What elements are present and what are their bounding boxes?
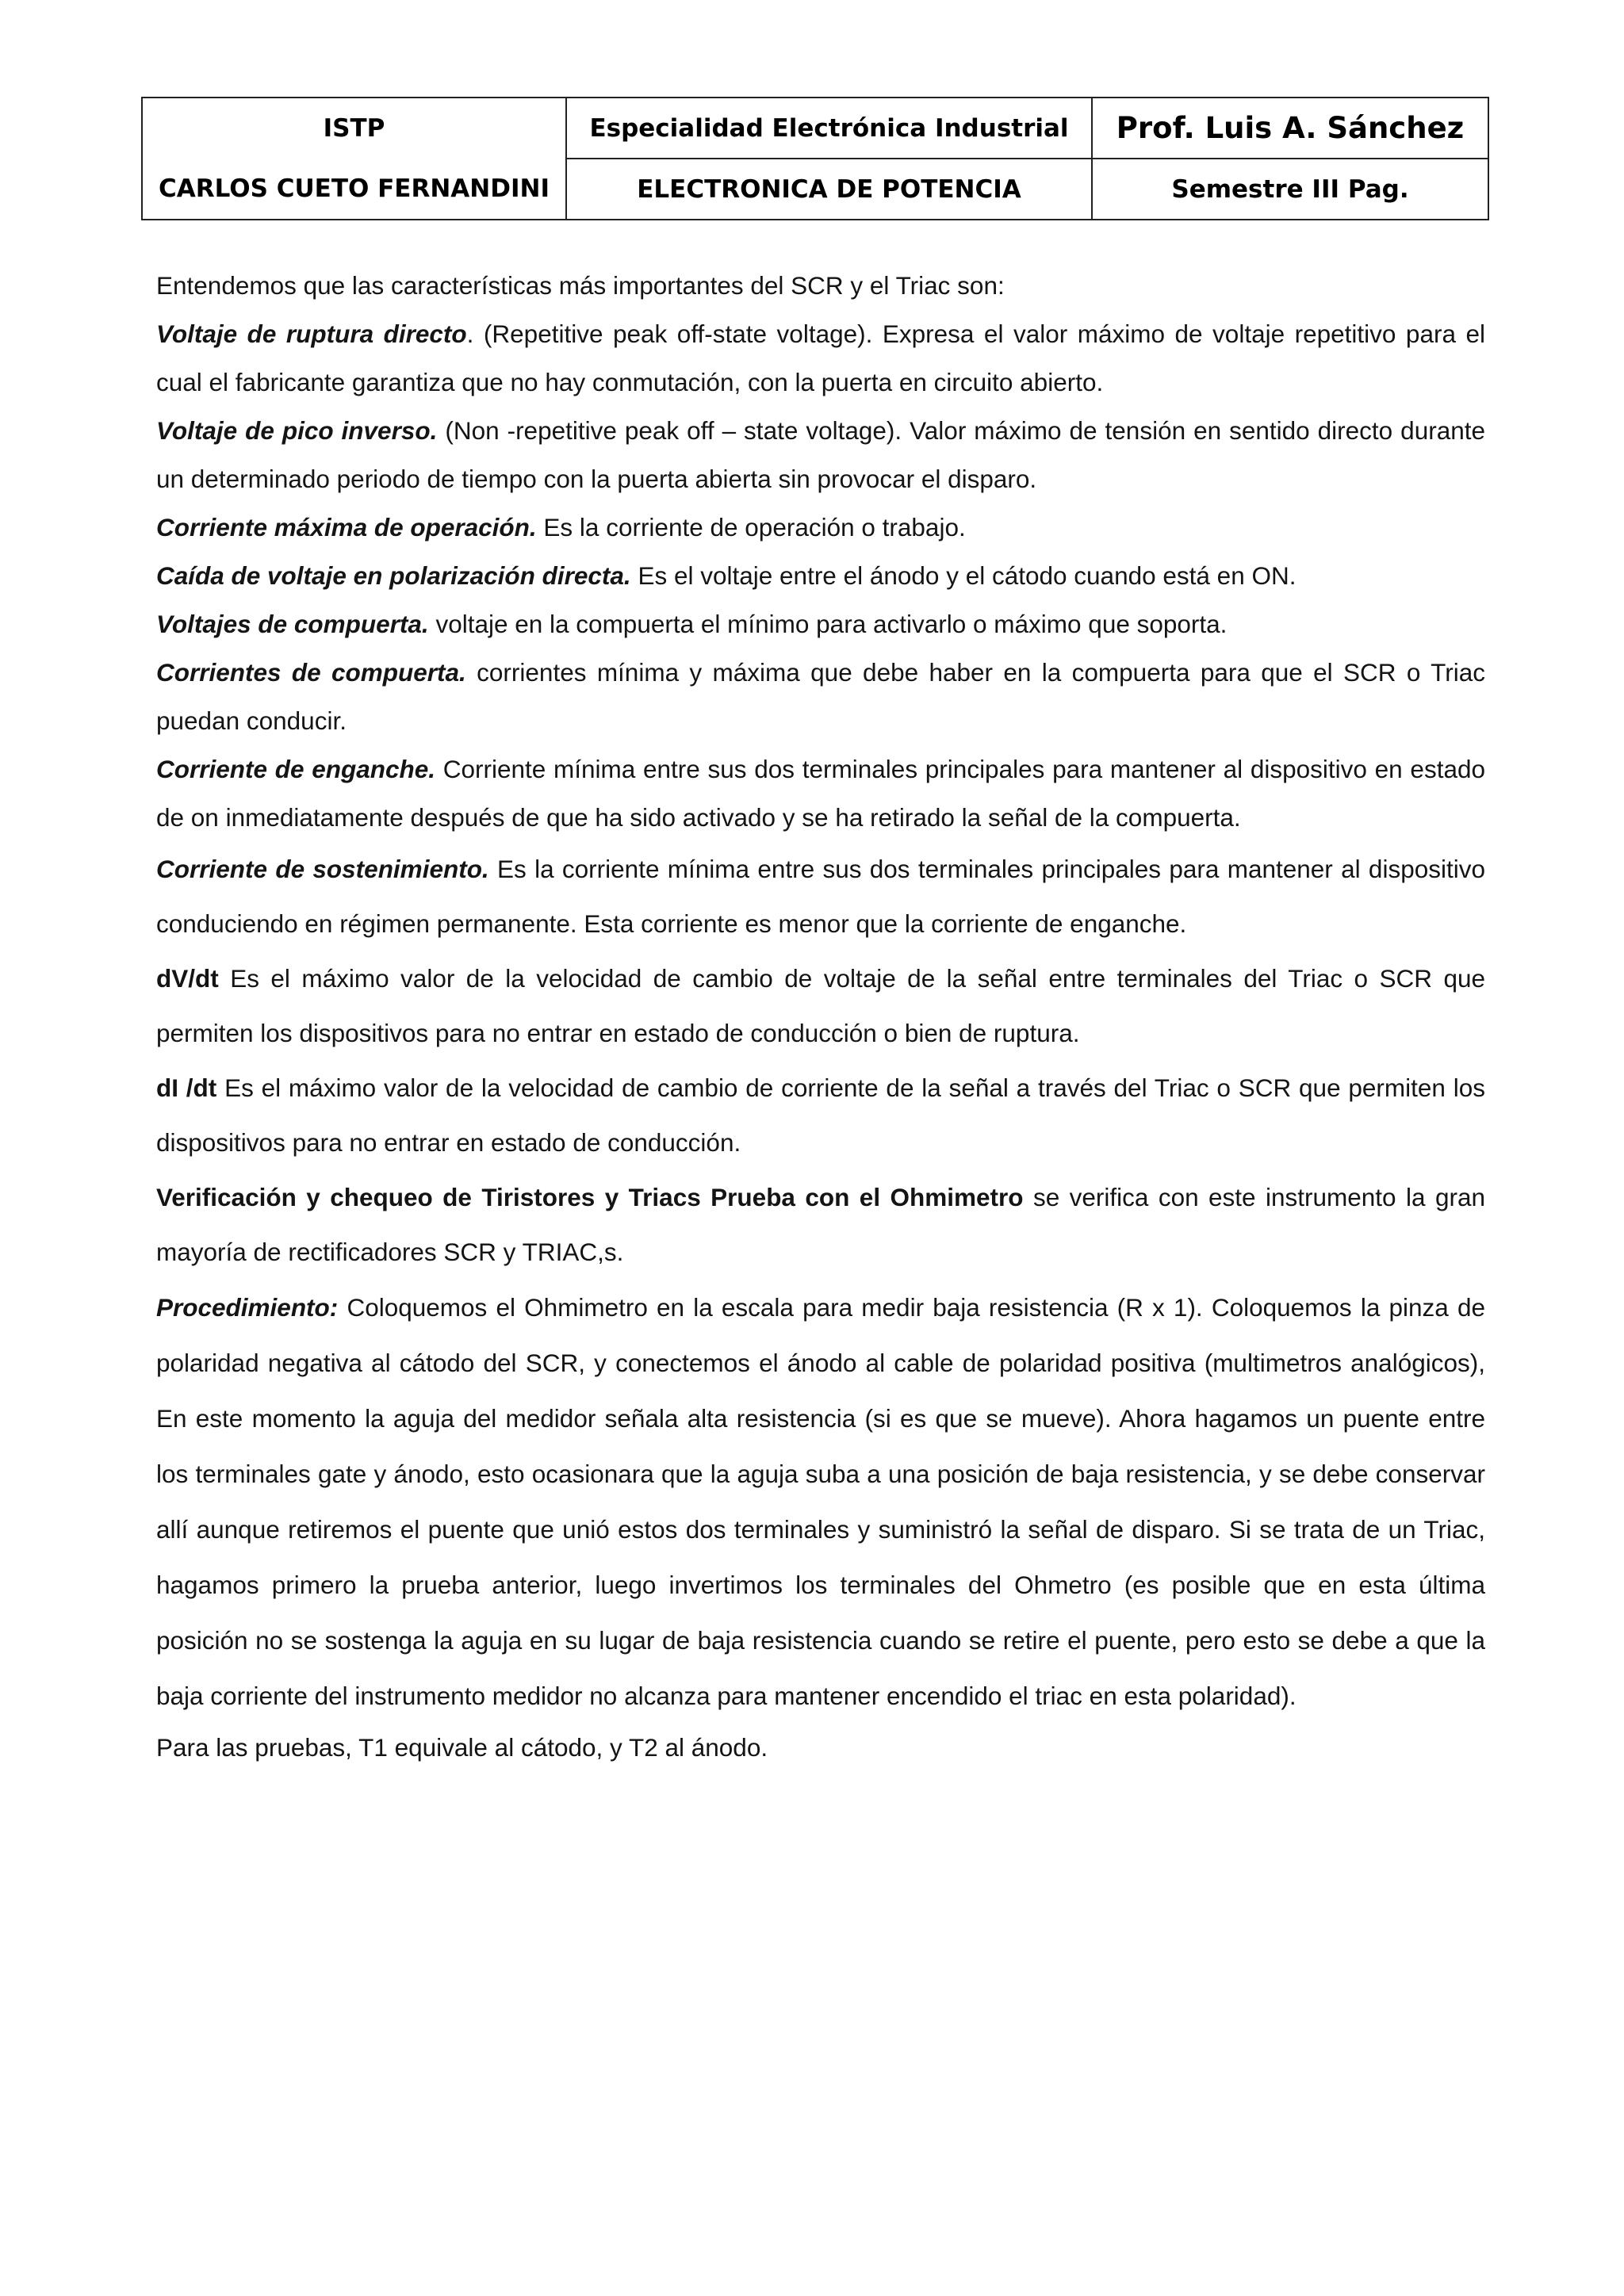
procedure-term: Procedimiento: [156,1293,339,1322]
definition-paragraph [156,310,1485,407]
definition-text: Es el voltaje entre el ánodo y el cátodo cuando está en ON. [630,561,1297,590]
specialty-cell: Especialidad Electrónica Industrial [566,98,1092,159]
institution-acronym: ISTP [323,114,385,143]
definition-paragraph [156,503,1485,552]
definition-text: (Non -repetitive peak off – state voltage). Valor máximo de tensión en sentido directo durante un determinado periodo de tiempo con la puerta abierta sin provocar el disparo. [156,416,1486,493]
definition-text: voltaje en la compuerta el mínimo para activarlo o máximo que soporta. [428,610,1228,638]
dvdt-paragraph [156,951,1485,1061]
verification-text: se verifica con este instrumento la gran mayoría de rectificadores SCR y TRIAC,s. [156,1183,1485,1266]
definition-term: Corriente de enganche. [156,755,436,783]
intro-paragraph: Entendemos que las características más importantes del SCR y el Triac son: [156,271,1005,300]
didt-paragraph [156,1061,1485,1170]
definition-term: Caída de voltaje en polarización directa. [156,561,631,590]
institution-cell [142,98,566,220]
professor-cell: Prof. Luis A. Sánchez [1092,98,1488,159]
institution-name: CARLOS CUETO FERNANDINI [159,174,550,203]
didt-term: dI /dt [156,1073,217,1102]
verification-paragraph [156,1170,1485,1280]
definition-paragraph [156,552,1485,600]
definition-text: Es la corriente mínima entre sus dos terminales principales para mantener al dispositivo conduciendo en régimen permanente. Esta corriente es menor que la corriente de enganche. [156,855,1486,938]
verification-heading: Verificación y chequeo de Tiristores y Triacs Prueba con el Ohmimetro [156,1183,1024,1211]
definition-term: Corrientes de compuerta. [156,658,466,687]
procedure-text: Coloquemos el Ohmimetro en la escala para medir baja resistencia (R x 1). Coloquemos la pinza de polaridad negativa al cátodo del SCR, y conectemos el ánodo al cable de polaridad positiva (multimetros analógicos), En este momento la aguja del medidor señala alta resistencia (si es que se mueve). Ahora hagamos un puente entre los terminales gate y ánodo, esto ocasionara que la aguja suba a una posición de baja resistencia, y se debe conservar allí aunque retiremos el puente que unió estos dos terminales y suministró la señal de disparo. Si se trata de un Triac, hagamos primero la prueba anterior, luego invertimos los terminales del Ohmetro (es posible que en esta última posición no se sostenga la aguja en su lugar de baja resistencia cuando se retire el puente, pero esto se debe a que la baja corriente del instrumento medidor no alcanza para mantener encendido el triac en esta polaridad). [156,1293,1485,1710]
definition-text: Es la corriente de operación o trabajo. [536,513,966,541]
header-table [141,97,1489,220]
definition-paragraph [156,407,1485,503]
didt-text: Es el máximo valor de la velocidad de cambio de corriente de la señal a través del Triac o SCR que permiten los dispositivos para no entrar en estado de conducción. [156,1073,1485,1157]
definition-text: . (Repetitive peak off-state voltage). Expresa el valor máximo de voltaje repetitivo para el cual el fabricante garantiza que no hay conmutación, con la puerta en circuito abierto. [156,320,1486,396]
dvdt-term: dV/dt [156,964,219,993]
dvdt-text: Es el máximo valor de la velocidad de cambio de voltaje de la señal entre terminales del Triac o SCR que permiten los dispositivos para no entrar en estado de conducción o bien de ruptura. [156,964,1485,1047]
final-note: Para las pruebas, T1 equivale al cátodo, y T2 al ánodo. [156,1733,768,1762]
definition-term: Voltaje de pico inverso. [156,416,438,445]
definition-paragraph [156,842,1485,951]
definition-term: Voltajes de compuerta. [156,610,429,638]
definition-paragraph [156,745,1485,842]
document-body [156,262,1485,1772]
course-cell: ELECTRONICA DE POTENCIA [566,159,1092,220]
definition-term: Voltaje de ruptura directo [156,320,467,348]
definition-text: Corriente mínima entre sus dos terminales principales para mantener al dispositivo en estado de on inmediatamente después de que ha sido activado y se ha retirado la señal de la compuerta. [156,755,1486,832]
definition-text: corrientes mínima y máxima que debe haber en la compuerta para que el SCR o Triac puedan conducir. [156,658,1485,735]
definition-paragraph [156,649,1485,745]
definition-term: Corriente máxima de operación. [156,513,537,541]
semester-cell: Semestre III Pag. [1092,159,1488,220]
definition-term: Corriente de sostenimiento. [156,855,489,883]
procedure-paragraph [156,1280,1485,1724]
definition-paragraph [156,600,1485,649]
